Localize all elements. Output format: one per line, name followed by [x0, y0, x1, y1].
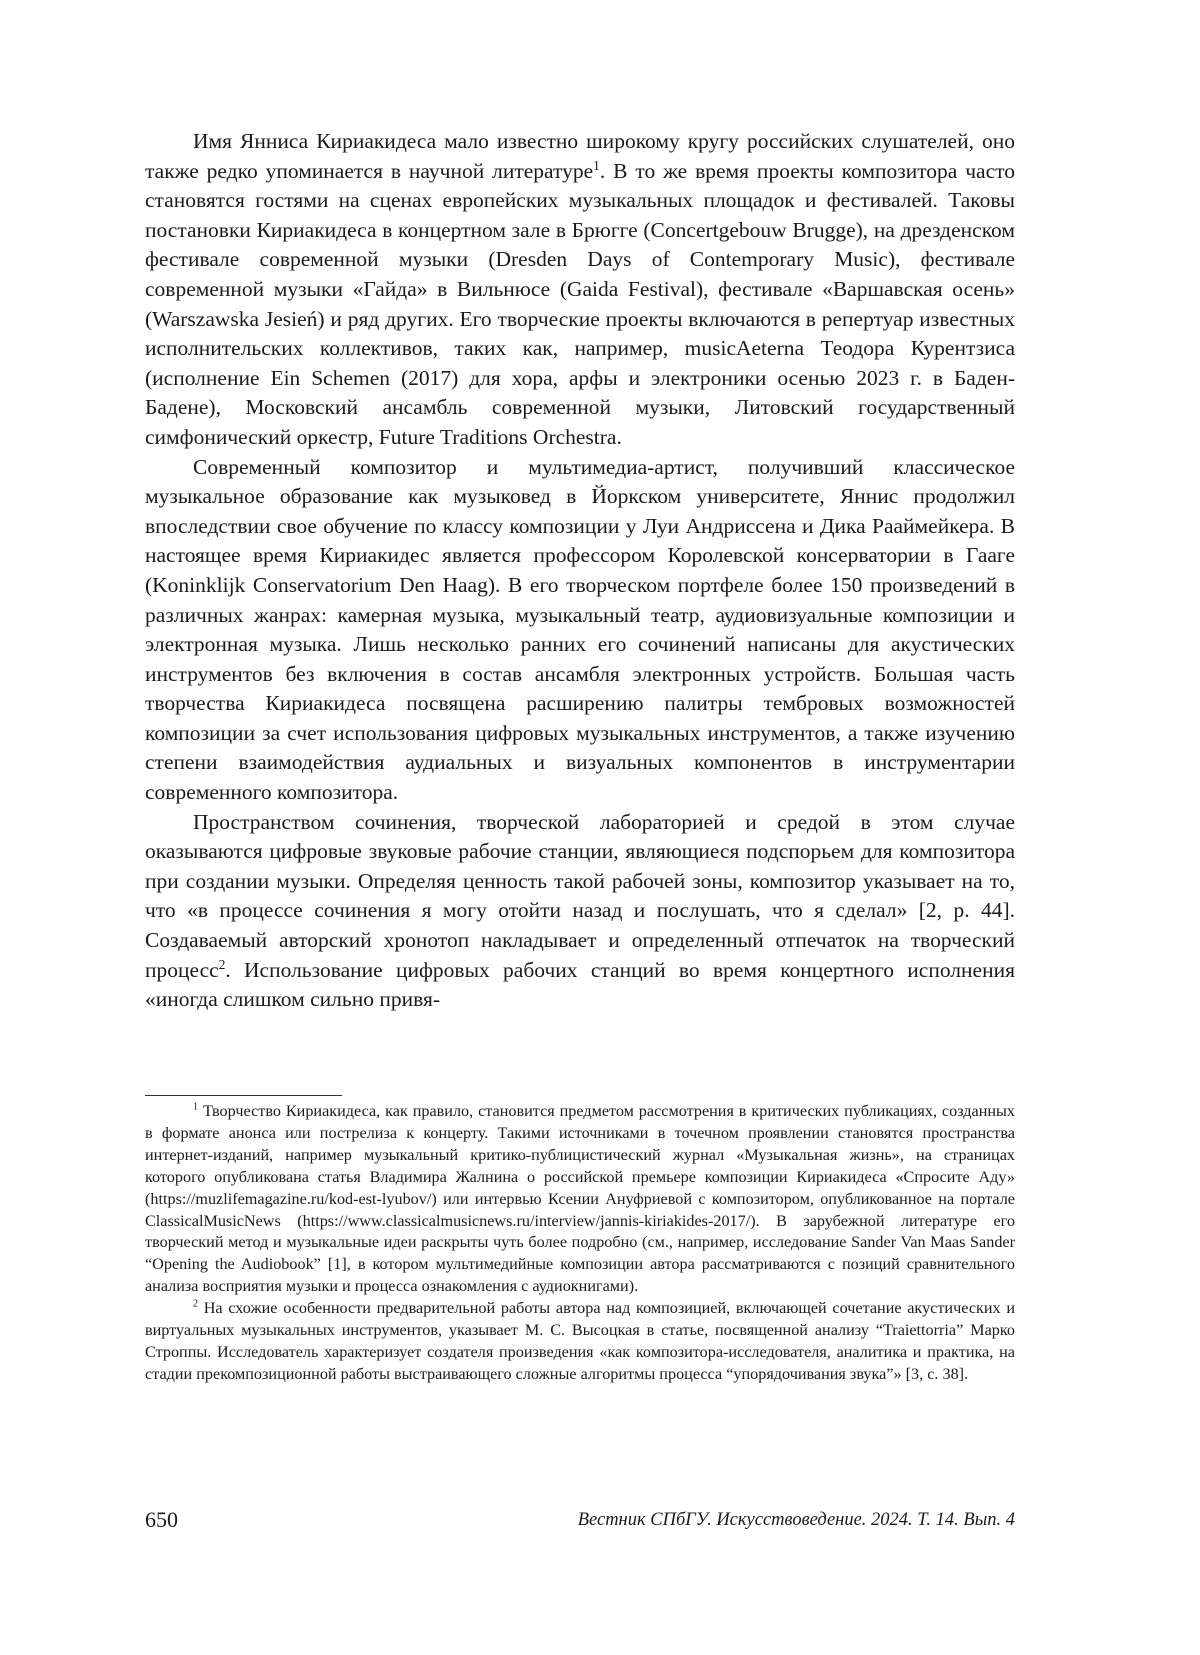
- main-text: [145, 127, 1015, 1015]
- paragraph-text: Современный композитор и мультимедиа-артист, получивший классическое музыкальное образование как музыковед в Йоркском университете, Яннис продолжил впоследствии свое обучение по классу композиции у Луи Андриссена и Дика Рааймейкера. В настоящее время Кириакидес является профессором Королевской консерватории в Гааге (Koninklijk Conservatorium Den Haag). В его творческом портфеле более 150 произведений в различных жанрах: камерная музыка, музыкальный театр, аудиовизуальные композиции и электронная музыка. Лишь несколько ранних его сочинений написаны для акустических инструментов без включения в состав ансамбля электронных устройств. Большая часть творчества Кириакидеса посвящена расширению палитры тембровых возможностей композиции за счет использования цифровых музыкальных инструментов, а также изучению степени взаимодействия аудиальных и визуальных компонентов в инструментарии современного композитора.: [145, 454, 1015, 805]
- paragraph-text: Имя Янниса Кириакидеса мало известно широкому кругу российских слушателей, оно также редко упоминается в научной литературе: [145, 129, 1015, 183]
- paragraph-text: Пространством сочинения, творческой лабораторией и средой в этом случае оказываются цифровые звуковые рабочие станции, являющиеся подспорьем для композитора при создании музыки. Определяя ценность такой рабочей зоны, композитор указывает на то, что «в процессе сочинения я могу отойти назад и послушать, что я сделал» [2, p. 44]. Создаваемый авторский хронотоп накладывает и определенный отпечаток на творческий процесс: [145, 809, 1015, 982]
- paragraph: [145, 808, 1015, 1015]
- footnote-ref[interactable]: 1: [593, 157, 600, 173]
- page-number: 650: [145, 1507, 178, 1532]
- footnote-mark: 2: [193, 1298, 199, 1310]
- paragraph: [145, 127, 1015, 453]
- paragraph-text: . Использование цифровых рабочих станций во время концертного исполнения «иногда слишком сильно привя-: [145, 957, 1015, 1012]
- footnote: [145, 1101, 1015, 1298]
- footnote-separator: [145, 1095, 342, 1096]
- footnotes: [145, 1101, 1015, 1386]
- footnote-mark: 1: [193, 1101, 199, 1113]
- footnote-ref[interactable]: 2: [218, 956, 226, 972]
- running-footer: Вестник СПбГУ. Искусствоведение. 2024. Т. 14. Вып. 4: [577, 1510, 1015, 1530]
- footnote: [145, 1298, 1015, 1386]
- footnote-text: На схожие особенности предварительной работы автора над композицией, включающей сочетание акустических и виртуальных музыкальных инструментов, указывает М. С. Высоцкая в статье, посвященной анализу “Traiettorria” Марко Строппы. Исследователь характеризует создателя произведения «как композитора-исследователя, аналитика и практика, на стадии прекомпозиционной работы выстраивающего сложные алгоритмы процесса “упорядочивания звука”» [3, с. 38].: [145, 1299, 1015, 1383]
- footnote-text: Творчество Кириакидеса, как правило, становится предметом рассмотрения в критических публикациях, созданных в формате анонса или пострелиза к концерту. Такими источниками в точечном проявлении становятся пространства интернет-изданий, например музыкальный критико-публицистический журнал «Музыкальная жизнь», на страницах которого опубликована статья Владимира Жалнина о российской премьере композиции Кириакидеса «Спросите Аду» (https://muzlifemagazine.ru/kod-est-lyubov/) или интервью Ксении Ануфриевой с композитором, опубликованное на портале ClassicalMusicNews (https://www.classicalmusicnews.ru/interview/jannis-kiriakides-2017/). В зарубежной литературе его творческий метод и музыкальные идеи раскрыты чуть более подробно (см., например, исследование Sander Van Maas Sander “Opening the Audiobook” [1], в котором мультимедийные композиции автора рассматриваются с позиций сравнительного анализа восприятия музыки и процесса ознакомления с аудиокнигами).: [145, 1102, 1016, 1296]
- paragraph-text: . В то же время проекты композитора часто становятся гостями на сценах европейских музыкальных площадок и фестивалей. Таковы постановки Кириакидеса в концертном зале в Брюгге (Concertgebouw Brugge), на дрезденском фестивале современной музыки (Dresden Days of Contemporary Music), фестивале современной музыки «Гайда» в Вильнюсе (Gaida Festival), фестивале «Варшавская осень» (Warszawska Jesień) и ряд других. Его творческие проекты включаются в репертуар известных исполнительских коллективов, таких как, например, musicAeterna Теодора Курентзиса (исполнение Ein Schemen (2017) для хора, арфы и электроники осенью 2023 г. в Баден-Бадене), Московский ансамбль современной музыки, Литовский государственный симфонический оркестр, Future Traditions Orchestra.: [145, 158, 1016, 449]
- paragraph: [145, 453, 1015, 808]
